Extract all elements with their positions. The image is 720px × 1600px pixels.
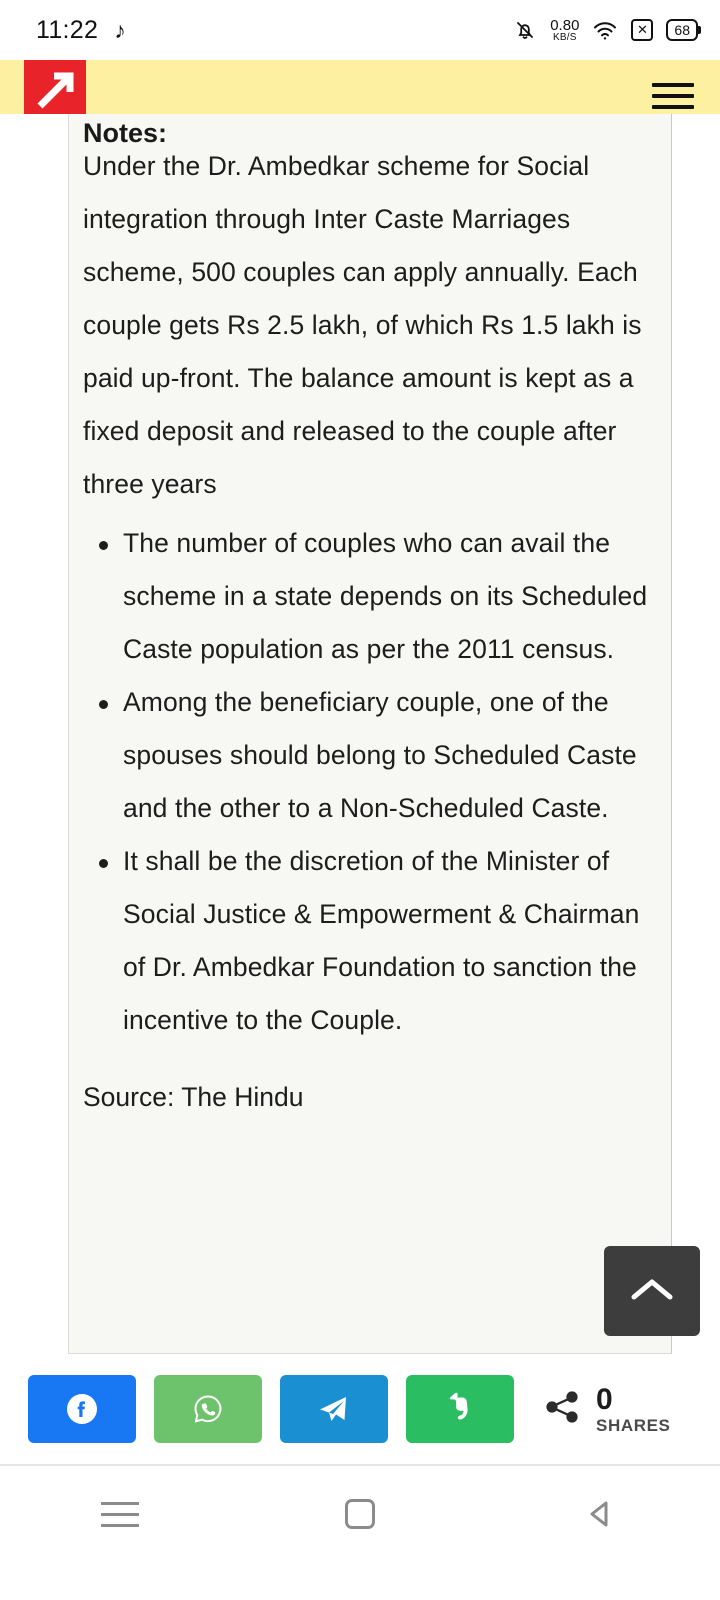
- share-telegram-button[interactable]: [280, 1375, 388, 1443]
- system-navigation-bar: [0, 1466, 720, 1562]
- share-bar: [0, 1354, 720, 1464]
- back-button[interactable]: [540, 1497, 660, 1531]
- back-triangle-icon: [583, 1497, 617, 1531]
- list-item: The number of couples who can avail the scheme in a state depends on its Scheduled Caste population as per the 2011 census.: [81, 517, 649, 676]
- status-bar-right: [513, 18, 698, 43]
- battery-indicator: 68: [666, 19, 698, 41]
- share-evernote-button[interactable]: [406, 1375, 514, 1443]
- chevron-up-icon: [628, 1275, 676, 1307]
- wifi-icon: [592, 19, 618, 41]
- share-facebook-button[interactable]: [28, 1375, 136, 1443]
- network-speed-indicator: [550, 18, 579, 43]
- share-count-text: [596, 1382, 671, 1435]
- status-bar-left: [36, 16, 126, 45]
- status-clock: 11:22: [36, 15, 99, 44]
- home-square-icon: [345, 1499, 375, 1529]
- notes-card: [68, 114, 672, 1354]
- list-item: Among the beneficiary couple, one of the spouses should belong to Scheduled Caste and the other to a Non-Scheduled Caste.: [81, 676, 649, 835]
- share-count-label: SHARES: [596, 1415, 671, 1435]
- music-note-icon: ♪: [114, 16, 126, 43]
- source-line: Source: The Hindu: [83, 1082, 304, 1112]
- network-speed-value: 0.80: [550, 16, 580, 34]
- notes-paragraph: Under the Dr. Ambedkar scheme for Social integration through Inter Caste Marriages scheme, 500 couples can apply annually. Each couple gets Rs 2.5 lakh, of which Rs 1.5 lakh is paid up-front. The balance amount is kept as a fixed deposit and released to the couple after three years: [83, 151, 642, 499]
- site-logo[interactable]: [24, 60, 86, 122]
- facebook-icon: [65, 1392, 99, 1426]
- share-count-group: [544, 1382, 671, 1435]
- back-to-top-button[interactable]: [604, 1246, 700, 1336]
- red-arrow-logo-icon: [24, 60, 86, 122]
- notes-heading: Notes:: [83, 118, 168, 148]
- telegram-icon: [314, 1391, 354, 1427]
- network-speed-unit: KB/S: [553, 31, 577, 43]
- status-bar: [0, 0, 720, 60]
- share-count-number: 0: [596, 1382, 613, 1416]
- list-item: It shall be the discretion of the Minister of Social Justice & Empowerment & Chairman of Dr. Ambedkar Foundation to sanction the incentive to the Couple.: [81, 835, 649, 1047]
- bell-slash-icon: [513, 18, 537, 42]
- home-button[interactable]: [300, 1499, 420, 1529]
- x-box-icon: ✕: [631, 19, 653, 41]
- recents-button[interactable]: [60, 1502, 180, 1527]
- hamburger-menu-icon[interactable]: [652, 83, 694, 109]
- notes-bullet-list: [81, 517, 649, 1047]
- evernote-icon: [445, 1391, 475, 1427]
- whatsapp-icon: [190, 1391, 226, 1427]
- article-scroll-area[interactable]: [0, 114, 720, 1354]
- share-whatsapp-button[interactable]: [154, 1375, 262, 1443]
- recents-icon: [101, 1502, 139, 1527]
- share-nodes-icon[interactable]: [544, 1389, 582, 1430]
